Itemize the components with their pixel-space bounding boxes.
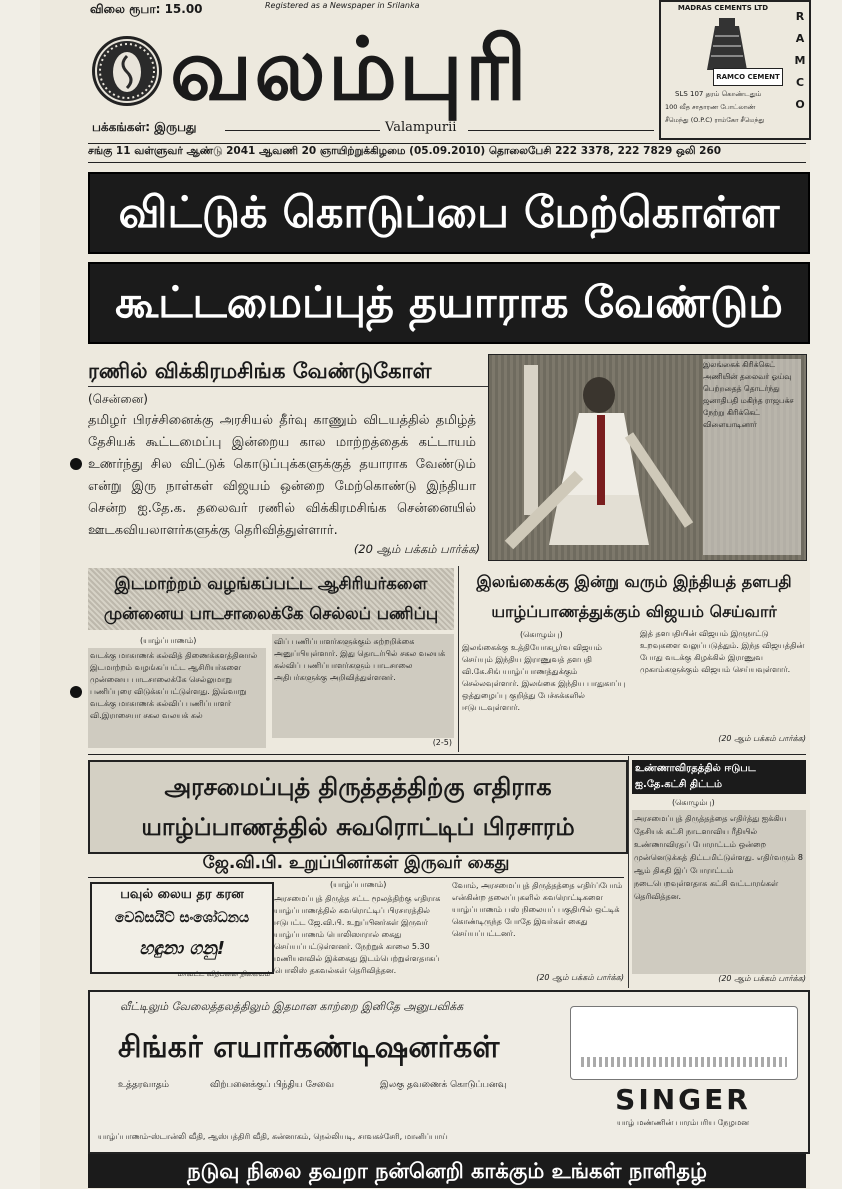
story2-header[interactable]: இடமாற்றம் வழங்கப்பட்ட ஆசிரியர்களை முன்னைய பாடசாலைக்கே செல்லப் பணிப்பு [88, 568, 454, 630]
sinhala-ad-footer: மாவட்ட விற்பனை நிலையம் [177, 970, 270, 978]
story4-col1: அரசமைப்புத் திருத்த சட்ட மூலத்திற்கு எதிராக யாழ்ப்பாணத்தில் சுவரொட்டிப் பிரசாரத்தில் ஈடுபட்ட ஜே.வி.பி. உறுப்பினர்கள் இருவர் யாழ்ப்பாணம் பொலிஸாரால் கைது செய்யப்பட்டுள்ளனர். நேற்றுக் காலை 5.30 மணியளவில் இக்கைது இடம்பெற்றுள்ளதாகப் பொலிஸ் தகவல்கள் தெரிவித்தன. [274, 894, 441, 975]
ramco-logo: RAMCO CEMENT [713, 68, 783, 86]
story4-col2: வோம், அரசமைப்புத் திருத்தத்தை எதிர்ப்போம் என்கின்ற தலைப்புகளில் சுவரொட்டிகளை யாழ்ப்பாணம் பஸ் நிலையப் பகுதியில் ஒட்டிக் கொண்டிருந்த போதே இவர்கள் கைது செய்யப்பட்டனர். [452, 881, 623, 938]
story3-col2: இத் தளபதியின் விஜயம் இருநாட்டு உறவுகளை வலுப்படுத்தும். இந்த விஜயத்தின் போது வடக்கு கிழக்கில் இராணுவ முகாம்களுக்கும் விஜயம் செய்யவுள்ளார். [640, 629, 805, 674]
story3-continued[interactable]: (20 ஆம் பக்கம் பார்க்க) [718, 734, 806, 743]
page-count: பக்கங்கள்: இருபது [92, 120, 197, 134]
footer-slogan: நடுவு நிலை தவறா நன்னெறி காக்கும் உங்கள் நாளிதழ் [88, 1154, 806, 1188]
photo-caption: இலங்கைக் கிரிக்கெட் அணியின் தலைவர் ஓய்வு பெற்றதைத் தொடர்ந்து ஜனாதிபதி மகிந்த ராஜபக்ச நேற்று கிரிக்கெட் விளையாடினார் [703, 359, 801, 555]
story1-place: (சென்னை) [88, 392, 148, 406]
story1-title[interactable]: ரணில் விக்கிரமசிங்க வேண்டுகோள் [88, 356, 488, 387]
story4-header[interactable]: அரசமைப்புத் திருத்தத்திற்கு எதிராக யாழ்ப்பாணத்தில் சுவரொட்டிப் பிரசாரம் [88, 760, 628, 854]
side-story: உண்ணாவிரதத்தில் ஈடுபட ஐ.தே.கட்சி திட்டம் (கொழும்பு) அரசமைப்புத் திருத்தத்தை எதிர்த்து ஐக்கிய தேசியக் கட்சி நாடளாவிய ரீதியில் உண்ணாவிரதப் போராட்டம் ஒன்றை முன்னெடுக்கத் திட்டமிட்டுள்ளது. எதிர்வரும் 8 ஆம் திகதி இப் போராட்டம் நடைபெறவுள்ளதாக கட்சி வட்டாரங்கள் தெரிவித்தன. (20 ஆம் பக்கம் பார்க்க) [632, 760, 806, 988]
headline-line1[interactable]: விட்டுக் கொடுப்பை மேற்கொள்ள [88, 172, 810, 254]
story3-header[interactable]: இலங்கைக்கு இன்று வரும் இந்தியத் தளபதி யாழ்ப்பாணத்துக்கும் விஜயம் செய்வார் [476, 572, 792, 621]
title-latin: Valampurii [385, 120, 457, 135]
cricket-photo [488, 354, 807, 561]
story3-col1: இலங்கைக்கு உத்தியோகபூர்வ விஜயம் செய்யும் இந்திய இராணுவத் தளபதி வி.கே.சிங் யாழ்ப்பாணத்துக்கும் செல்லவுள்ளார். இலங்கை இந்திய பாதுகாப்பு ஒத்துழைப்பு குறித்து பேச்சுக்களில் ஈடுபடவுள்ளார். [462, 643, 626, 712]
headline-line2[interactable]: கூட்டமைப்புத் தயாராக வேண்டும் [88, 262, 810, 344]
dateline: சங்கு 11 வள்ளுவர் ஆண்டு 2041 ஆவணி 20 ஞாயிற்றுக்கிழமை (05.09.2010) தொலைபேசி 222 3378, 222 7829 ஒலி 260 [88, 145, 722, 157]
newspaper-title: வலம்புரி [170, 20, 529, 120]
singer-ad[interactable]: வீட்டிலும் வேலைத்தலத்திலும் இதமான காற்றை இனிதே அனுபவிக்க சிங்கர் எயார்கண்டிஷனர்கள் உத்தரவாதம் விற்பனைக்குப் பிந்திய சேவை இலகு தவணைக் கொடுப்பனவு SINGER யாழ் மண்ணின் பாரம்பரிய நேழமன யாழ்ப்பாணம்-ஸ்டான்லி வீதி, ஆஸ்பத்திரி வீதி, கன்னாகம், நெல்லியடி, சாவகச்சேரி, மானிப்பாய் [88, 990, 810, 1154]
binder-hole-bottom [70, 686, 82, 698]
conch-emblem-icon [92, 36, 162, 106]
binder-hole-top [70, 458, 82, 470]
story2-continued[interactable]: (2-5) [432, 738, 452, 747]
singer-ad-title: சிங்கர் எயார்கண்டிஷனர்கள் [118, 1030, 500, 1065]
singer-logo: SINGER [615, 1083, 751, 1116]
story3-place: (கொழும்பு) [520, 630, 563, 639]
temple-tower-icon [699, 16, 755, 70]
ramco-cement-ad[interactable]: MADRAS CEMENTS LTD RAMCO RAMCO CEMENT SLS 107 தரம் கொண்டதும் 100 வீத சாதாரண போட்லாண் சீமெந்து (O.P.C) ராம்கோ சீமெந்து [659, 0, 811, 140]
side-story-title[interactable]: உண்ணாவிரதத்தில் ஈடுபட ஐ.தே.கட்சி திட்டம் [632, 760, 806, 794]
story4-continued[interactable]: (20 ஆம் பக்கம் பார்க்க) [536, 973, 624, 982]
story2-col1: வடக்கு மாகாணக் கல்வித் திணைக்களத்தினால் இடமாற்றம் வழங்கப்பட்ட ஆசிரியர்களை முன்னைய பாடசாலைக்கே செல்லுமாறு பணிப்புரை விடுக்கப்பட்டுள்ளது. இவ்வாறு வடக்கு மாகாணக் கல்விப் பணிப்பாளர் வி.இராசையா சகல வலயக் கல் [88, 648, 266, 748]
registration-notice: Registered as a Newspaper in Srilanka [265, 1, 420, 10]
air-conditioner-image [570, 1006, 798, 1080]
story4-place: (யாழ்ப்பாணம்) [330, 880, 387, 889]
story4-subhead[interactable]: ஜே.வி.பி. உறுப்பினர்கள் இருவர் கைது [202, 853, 510, 873]
singer-branches: யாழ்ப்பாணம்-ஸ்டான்லி வீதி, ஆஸ்பத்திரி வீதி, கன்னாகம், நெல்லியடி, சாவகச்சேரி, மானிப்பாய் [98, 1132, 448, 1141]
sinhala-ad[interactable]: பவுல் லைய தர கரன වෙබ්සයිට් සංශෝධනය හඳුනා ගනු! [90, 882, 274, 974]
story2-col2: விப் பணிப்பாளர்களுக்கும் சுற்றறிக்கை அனுப்பியுள்ளார். இது தொடர்பில் சகல வலயக் கல்விப் பணிப்பாளர்களும் பாடசாலை அதிபர்களுக்கு அறிவித்துள்ளனர். [272, 634, 454, 738]
story1-body: தமிழர் பிரச்சினைக்கு அரசியல் தீர்வு காணும் விடயத்தில் தமிழ்த் தேசியக் கூட்டமைப்பு இன்றைய கால மாற்றத்தைக் கட்டாயம் உணர்ந்து சில விட்டுக் கொடுப்புக்களுக்குத் தயாராக வேண்டும் என்று இரு நாள்கள் விஜயம் ஒன்றை மேற்கொண்டு இந்தியா சென்ற ஐ.தே.க. தலைவர் ரணில் விக்கிரமசிங்க சென்னையில் ஊடகவியலாளர்களுக்கு தெரிவித்துள்ளார். [88, 413, 476, 538]
story1-continued[interactable]: (20 ஆம் பக்கம் பார்க்க) [353, 542, 480, 556]
price-label: விலை ரூபா: 15.00 [90, 2, 203, 16]
story2-place: (யாழ்ப்பாணம்) [140, 636, 197, 645]
side-story-body: அரசமைப்புத் திருத்தத்தை எதிர்த்து ஐக்கிய தேசியக் கட்சி நாடளாவிய ரீதியில் உண்ணாவிரதப் போராட்டம் ஒன்றை முன்னெடுக்கத் திட்டமிட்டுள்ளது. எதிர்வரும் 8 ஆம் திகதி இப் போராட்டம் நடைபெறவுள்ளதாக கட்சி வட்டாரங்கள் தெரிவித்தன. [632, 810, 806, 974]
